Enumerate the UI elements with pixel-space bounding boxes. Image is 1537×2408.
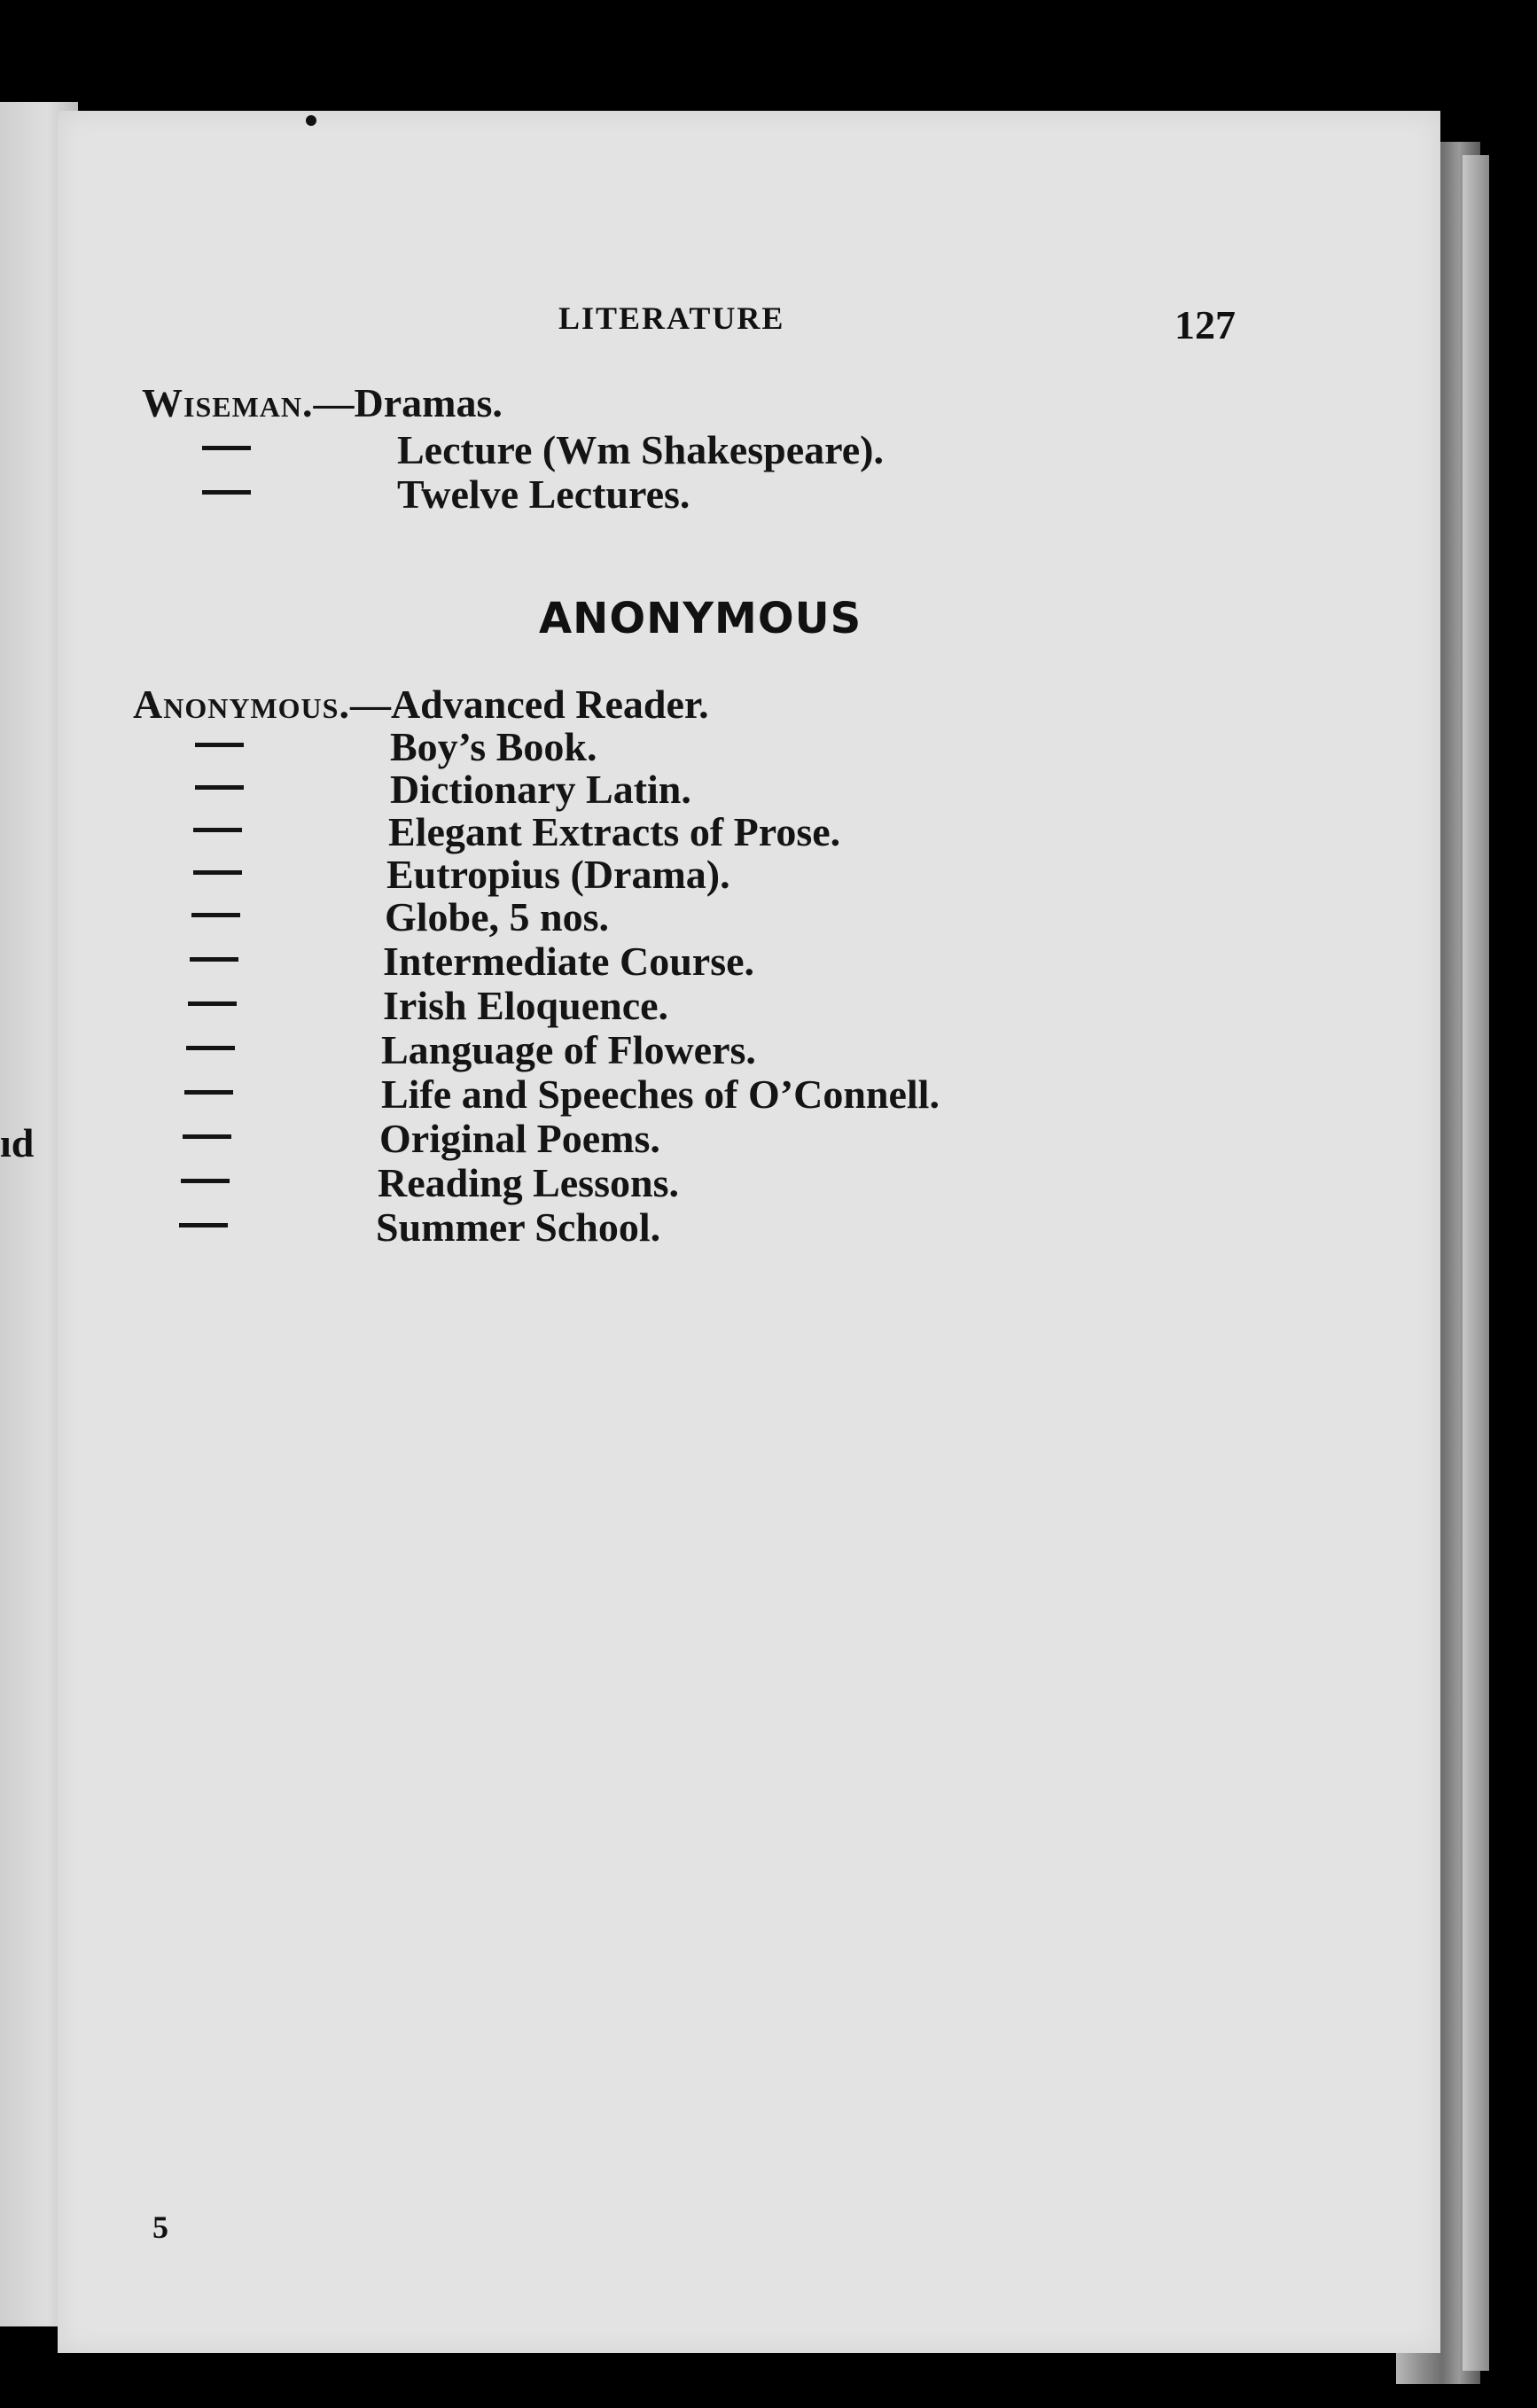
- work-title: Twelve Lectures.: [397, 471, 690, 517]
- work-title: Original Poems.: [379, 1116, 660, 1161]
- ditto-dash: [191, 913, 240, 917]
- ink-speck: [306, 115, 316, 126]
- entry-anonymous-1: [133, 684, 709, 725]
- work-title: —Advanced Reader.: [349, 682, 709, 727]
- ditto-dash: [193, 870, 242, 875]
- ditto-dash: [195, 743, 244, 747]
- entry-anonymous-9: [381, 1027, 756, 1072]
- entry-anonymous-13: [376, 1204, 661, 1250]
- ditto-dash: [190, 957, 238, 962]
- entry-anonymous-11: [379, 1118, 660, 1159]
- work-title: Summer School.: [376, 1204, 661, 1250]
- entry-anonymous-7: [383, 941, 754, 982]
- entry-anonymous-4: [388, 809, 841, 854]
- work-title: Language of Flowers.: [381, 1027, 756, 1072]
- entry-anonymous-10: [381, 1074, 940, 1115]
- entry-anonymous-2: [390, 724, 597, 769]
- ditto-dash: [184, 1090, 233, 1095]
- section-heading: ANONYMOUS: [539, 594, 862, 643]
- work-title: Boy’s Book.: [390, 724, 597, 769]
- page-edge-outer: [1463, 155, 1489, 2371]
- work-title: Lecture (Wm Shakespeare).: [397, 427, 884, 472]
- ditto-dash: [183, 1134, 231, 1139]
- entry-wiseman-1: [142, 380, 503, 425]
- work-title: Elegant Extracts of Prose.: [388, 809, 841, 854]
- work-title: Dictionary Latin.: [390, 767, 691, 812]
- entry-wiseman-3: [397, 471, 690, 517]
- ditto-dash: [193, 828, 242, 832]
- ditto-dash: [202, 446, 251, 450]
- work-title: Globe, 5 nos.: [385, 894, 610, 939]
- work-title: Life and Speeches of O’Connell.: [381, 1072, 940, 1117]
- work-title: Irish Eloquence.: [383, 983, 669, 1028]
- ditto-dash: [186, 1046, 235, 1050]
- entry-anonymous-3: [390, 769, 691, 810]
- entry-wiseman-2: [397, 427, 884, 472]
- author-name: Wiseman.: [142, 380, 314, 425]
- ditto-dash: [179, 1223, 228, 1227]
- signature-mark: 5: [152, 2209, 168, 2245]
- ditto-dash: [195, 785, 244, 790]
- work-title: Intermediate Course.: [383, 939, 755, 984]
- page-number: 127: [1174, 302, 1236, 347]
- ditto-dash: [181, 1179, 230, 1183]
- ditto-dash: [188, 1001, 237, 1006]
- entry-anonymous-8: [383, 983, 669, 1028]
- work-title: Reading Lessons.: [378, 1160, 679, 1205]
- work-title: Eutropius (Drama).: [386, 852, 730, 897]
- author-name: Anonymous.: [133, 682, 350, 727]
- running-title: LITERATURE: [558, 300, 785, 336]
- ditto-dash: [202, 490, 251, 495]
- entry-anonymous-12: [378, 1160, 679, 1205]
- work-title: —Dramas.: [313, 380, 503, 425]
- entry-anonymous-6: [385, 894, 610, 939]
- entry-anonymous-5: [386, 854, 730, 895]
- facing-page-fragment: ıd: [0, 1120, 35, 1165]
